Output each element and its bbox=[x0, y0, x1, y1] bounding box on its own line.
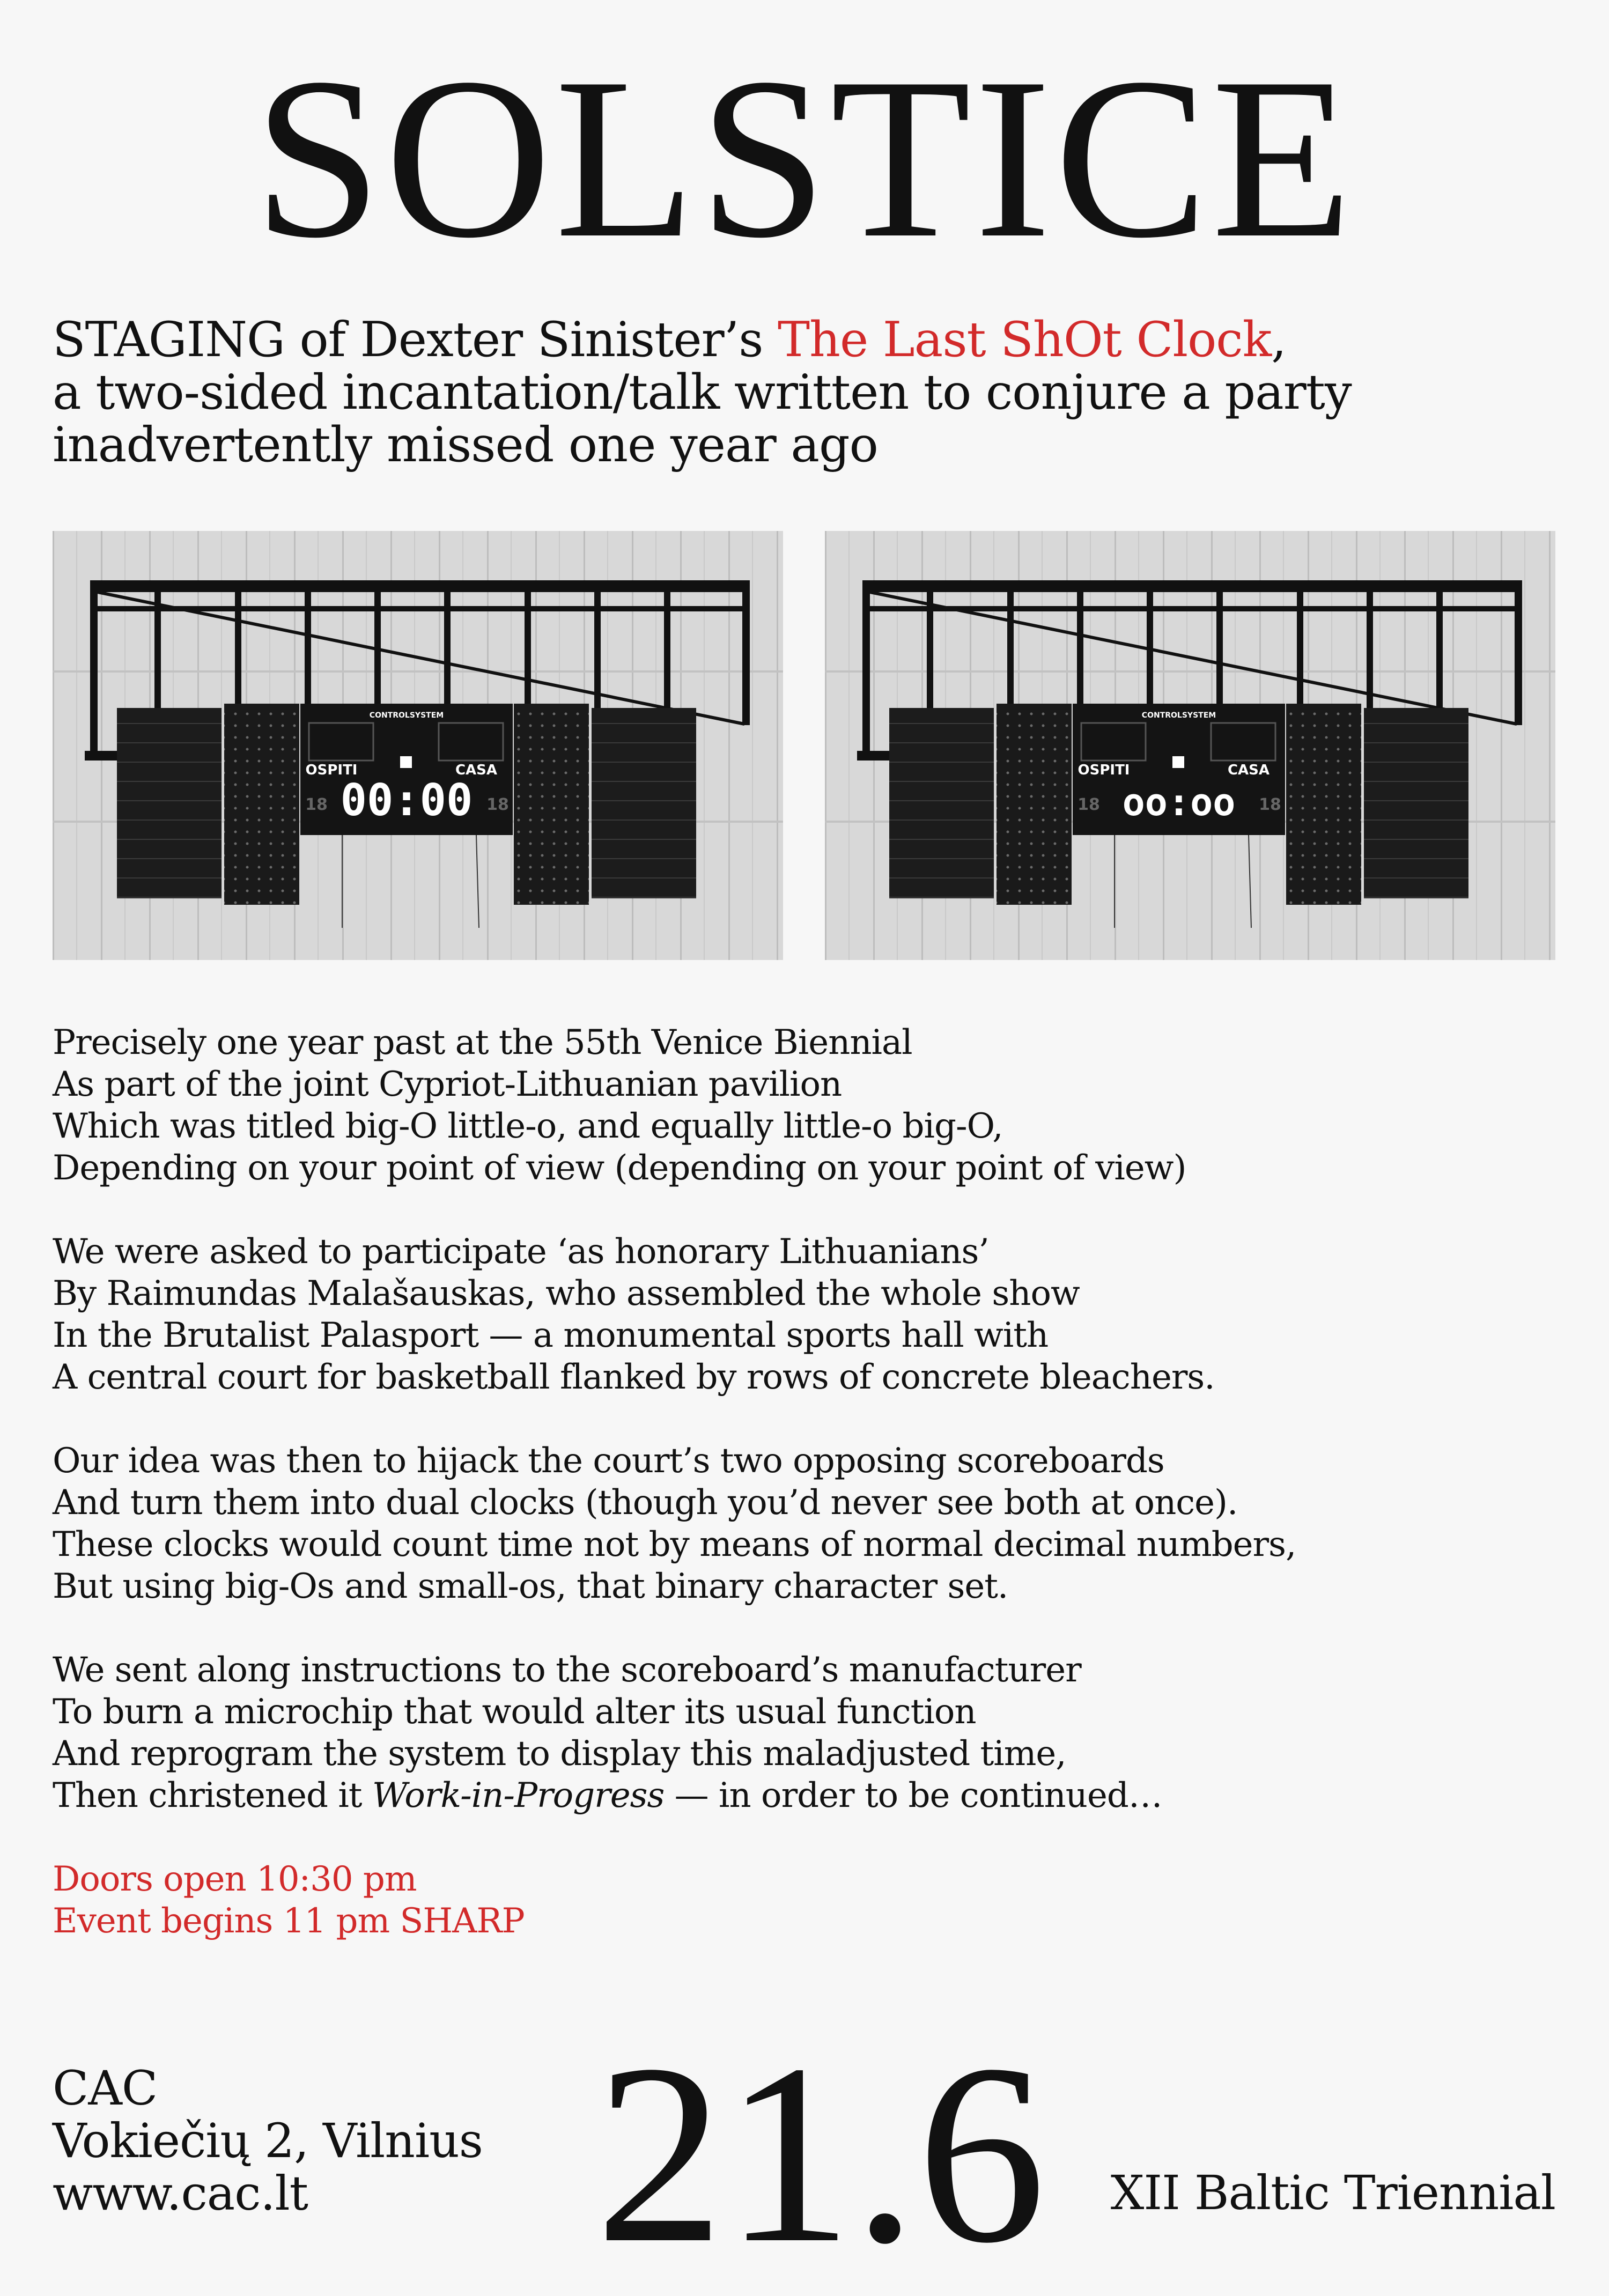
poem-line: By Raimundas Malašauskas, who assembled the whole show bbox=[53, 1274, 1080, 1313]
poem-line: And reprogram the system to display this maladjusted time, bbox=[53, 1734, 1066, 1774]
side-number-left-a: 18 bbox=[305, 795, 328, 814]
poem-body bbox=[53, 1022, 1554, 1984]
event-times bbox=[53, 1858, 1554, 1942]
event-start-time: Event begins 11 pm SHARP bbox=[53, 1901, 525, 1941]
label-casa-left: CASA bbox=[455, 762, 498, 778]
poem-line: As part of the joint Cypriot-Lithuanian pavilion bbox=[53, 1065, 842, 1104]
venue-address: Vokiečių 2, Vilnius bbox=[53, 2113, 483, 2168]
scoreboard-illustration-right bbox=[825, 531, 1555, 960]
intro-line-2: a two-sided incantation/talk written to conjure a party bbox=[53, 364, 1352, 420]
side-number-right-a: 18 bbox=[1077, 795, 1100, 814]
event-date: 21.6 bbox=[595, 2011, 1046, 2296]
line-suffix: — in order to be continued… bbox=[664, 1776, 1162, 1815]
poster-title: SOLSTICE bbox=[253, 31, 1356, 286]
label-casa-right: CASA bbox=[1227, 762, 1270, 778]
poem-line: But using big-Os and small-os, that binary character set. bbox=[53, 1567, 1008, 1606]
poem-line: Which was titled big-O little-o, and equally little-o big-O, bbox=[53, 1106, 1003, 1146]
scoreboard-photo-right bbox=[825, 531, 1555, 960]
stanza-2 bbox=[53, 1231, 1554, 1398]
poem-line: We were asked to participate ‘as honorary Lithuanians’ bbox=[53, 1232, 989, 1272]
venue-website-link[interactable]: www.cac.lt bbox=[53, 2166, 308, 2221]
scoreboard-brand-right: CONTROLSYSTEM bbox=[1141, 711, 1216, 720]
poem-line: To burn a microchip that would alter its usual function bbox=[53, 1692, 976, 1732]
poem-line bbox=[53, 1775, 1554, 1817]
scoreboard-photo-left bbox=[53, 531, 783, 960]
line-prefix: Then christened it bbox=[53, 1776, 372, 1815]
scoreboard-illustration-left bbox=[53, 531, 783, 960]
label-ospiti-left: OSPITI bbox=[305, 762, 358, 778]
label-ospiti-right: OSPITI bbox=[1077, 762, 1130, 778]
doors-open-time: Doors open 10:30 pm bbox=[53, 1859, 417, 1899]
intro-suffix: , bbox=[1271, 312, 1286, 368]
venue-block bbox=[53, 2062, 483, 2220]
intro-prefix: STAGING of Dexter Sinister’s bbox=[53, 312, 778, 368]
intro-line-3: inadvertently missed one year ago bbox=[53, 417, 878, 473]
poem-line: In the Brutalist Palasport — a monumental sports hall with bbox=[53, 1316, 1049, 1355]
intro-line-1 bbox=[53, 314, 1554, 366]
scoreboard-display-left: 00:00 bbox=[340, 775, 473, 826]
venue-name: CAC bbox=[53, 2061, 158, 2116]
poem-line: And turn them into dual clocks (though you’d never see both at once). bbox=[53, 1483, 1238, 1523]
poem-line: Our idea was then to hijack the court’s two opposing scoreboards bbox=[53, 1441, 1164, 1481]
poem-line: A central court for basketball flanked by rows of concrete bleachers. bbox=[53, 1357, 1215, 1397]
poem-line: Depending on your point of view (depending on your point of view) bbox=[53, 1148, 1186, 1188]
stanza-1 bbox=[53, 1022, 1554, 1189]
poem-line: Precisely one year past at the 55th Venice Biennial bbox=[53, 1023, 912, 1062]
poem-line: We sent along instructions to the scoreboard’s manufacturer bbox=[53, 1650, 1081, 1690]
work-title-highlight: The Last ShOt Clock bbox=[778, 312, 1272, 368]
side-number-left-b: 18 bbox=[486, 795, 509, 814]
poem-line: These clocks would count time not by means of normal decimal numbers, bbox=[53, 1525, 1296, 1564]
triennial-label: XII Baltic Triennial bbox=[1110, 2165, 1555, 2220]
intro-text bbox=[53, 314, 1554, 471]
stanza-3 bbox=[53, 1440, 1554, 1607]
work-in-progress-title: Work-in-Progress bbox=[372, 1776, 665, 1815]
scoreboard-display-right: oo:oo bbox=[1122, 780, 1236, 824]
side-number-right-b: 18 bbox=[1259, 795, 1281, 814]
stanza-4 bbox=[53, 1649, 1554, 1817]
scoreboard-brand-left: CONTROLSYSTEM bbox=[369, 711, 444, 720]
